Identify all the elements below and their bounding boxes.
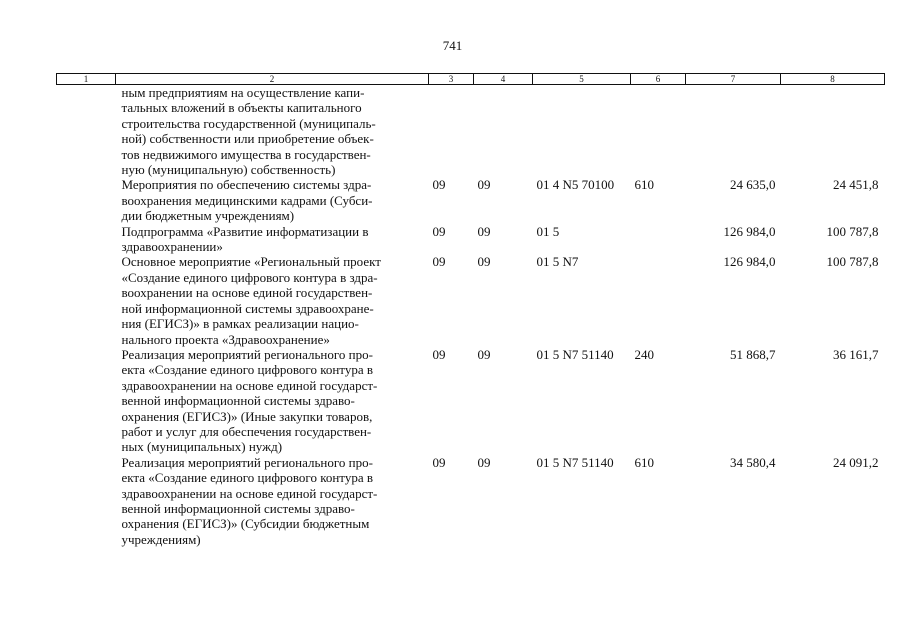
row-name-line: работ и услуг для обеспечения государствен- [121, 423, 372, 439]
amount-plan-cell: 126 984,0 [723, 254, 776, 270]
row-index-cell [57, 224, 116, 255]
subsection-code-cell: 09 [477, 346, 491, 362]
amount-plan-cell: 126 984,0 [723, 223, 776, 239]
table-row [57, 224, 885, 255]
subsection-code-cell: 09 [477, 177, 491, 193]
row-name-line: ной) собственности или приобретение объек- [121, 131, 374, 147]
row-name-line: тов недвижимого имущества в государствен- [121, 146, 371, 162]
expense-type-cell: 610 [634, 177, 654, 193]
amount-actual-cell: 24 091,2 [833, 454, 879, 470]
section-code-cell: 09 [432, 254, 446, 270]
row-name-line: нального проекта «Здравоохранение» [121, 331, 330, 347]
row-name-line: Реализация мероприятий регионального про- [121, 454, 373, 470]
target-article-cell [533, 85, 631, 178]
amount-actual-cell: 100 787,8 [826, 254, 879, 270]
table-row [57, 177, 885, 223]
row-index-cell [57, 347, 116, 455]
amount-actual-cell: 100 787,8 [826, 223, 879, 239]
column-number-2: 2 [116, 74, 429, 85]
row-name-line: воохранения медицинскими кадрами (Субси- [121, 192, 373, 208]
row-name-line: Мероприятия по обеспечению системы здра- [121, 177, 372, 193]
table-row [57, 85, 885, 178]
target-article-cell: 01 5 N7 51140 [536, 454, 614, 470]
row-name-cell [116, 177, 429, 223]
amount-actual-cell [781, 85, 885, 178]
table-row [57, 455, 885, 547]
row-name-line: дии бюджетным учреждениям) [121, 208, 295, 224]
subsection-code-cell: 09 [477, 223, 491, 239]
row-name-cell [116, 85, 429, 178]
expense-type-cell [631, 254, 686, 346]
row-name-line: «Создание единого цифрового контура в здра- [121, 269, 378, 285]
row-name-cell [116, 347, 429, 455]
row-index-cell [57, 254, 116, 346]
target-article-cell: 01 5 N7 51140 [536, 346, 614, 362]
row-name-cell [116, 224, 429, 255]
budget-table [56, 73, 885, 547]
section-code-cell: 09 [432, 177, 446, 193]
column-number-8: 8 [781, 74, 885, 85]
column-number-4: 4 [474, 74, 533, 85]
expense-type-cell: 240 [634, 346, 654, 362]
row-name-line: здравоохранении» [121, 239, 223, 255]
row-index-cell [57, 85, 116, 178]
expense-type-cell [631, 224, 686, 255]
row-name-line: ную (муниципальную) собственность) [121, 162, 336, 178]
target-article-cell: 01 5 N7 [536, 254, 579, 270]
row-name-line: екта «Создание единого цифрового контура в [121, 362, 373, 378]
column-number-7: 7 [686, 74, 781, 85]
table-row [57, 254, 885, 346]
row-name-line: Подпрограмма «Развитие информатизации в [121, 223, 369, 239]
row-index-cell [57, 455, 116, 547]
row-name-line: Основное мероприятие «Региональный проект [121, 254, 381, 270]
section-code-cell: 09 [432, 454, 446, 470]
amount-plan-cell [686, 85, 781, 178]
row-name-line: ных (муниципальных) нужд) [121, 439, 283, 455]
row-name-line: строительства государственной (муниципаль- [121, 115, 376, 131]
row-name-line: тальных вложений в объекты капитального [121, 100, 362, 116]
section-code-cell [429, 85, 474, 178]
row-name-line: ния (ЕГИСЗ)» в рамках реализации нацио- [121, 316, 359, 332]
row-name-line: здравоохранении на основе единой государст- [121, 485, 378, 501]
column-number-6: 6 [631, 74, 686, 85]
row-name-line: венной информационной системы здраво- [121, 500, 355, 516]
amount-actual-cell: 36 161,7 [833, 346, 879, 362]
page-number: 741 [442, 38, 463, 53]
amount-plan-cell: 24 635,0 [730, 177, 776, 193]
subsection-code-cell: 09 [477, 254, 491, 270]
row-name-line: ным предприятиям на осуществление капи- [121, 85, 365, 100]
amount-plan-cell: 51 868,7 [730, 346, 776, 362]
subsection-code-cell [474, 85, 533, 178]
column-number-1: 1 [57, 74, 116, 85]
section-code-cell: 09 [432, 346, 446, 362]
row-name-line: ной информационной системы здравоохране- [121, 300, 374, 316]
row-name-line: Реализация мероприятий регионального про- [121, 346, 373, 362]
subsection-code-cell: 09 [477, 454, 491, 470]
section-code-cell: 09 [432, 223, 446, 239]
row-name-line: охранения (ЕГИСЗ)» (Иные закупки товаров, [121, 408, 373, 424]
target-article-cell: 01 5 [536, 223, 560, 239]
column-number-3: 3 [429, 74, 474, 85]
row-name-cell [116, 455, 429, 547]
column-number-5: 5 [533, 74, 631, 85]
row-name-line: здравоохранении на основе единой государст- [121, 377, 378, 393]
expense-type-cell: 610 [634, 454, 654, 470]
row-index-cell [57, 177, 116, 223]
expense-type-cell [631, 85, 686, 178]
column-number-header-row [57, 74, 885, 85]
row-name-line: учреждениям) [121, 531, 201, 547]
table-row [57, 347, 885, 455]
target-article-cell: 01 4 N5 70100 [536, 177, 615, 193]
row-name-line: охранения (ЕГИСЗ)» (Субсидии бюджетным [121, 516, 370, 532]
amount-actual-cell: 24 451,8 [833, 177, 879, 193]
row-name-cell [116, 254, 429, 346]
row-name-line: екта «Создание единого цифрового контура в [121, 470, 373, 486]
amount-plan-cell: 34 580,4 [730, 454, 776, 470]
row-name-line: венной информационной системы здраво- [121, 393, 355, 409]
row-name-line: воохранении на основе единой государствен- [121, 285, 373, 301]
